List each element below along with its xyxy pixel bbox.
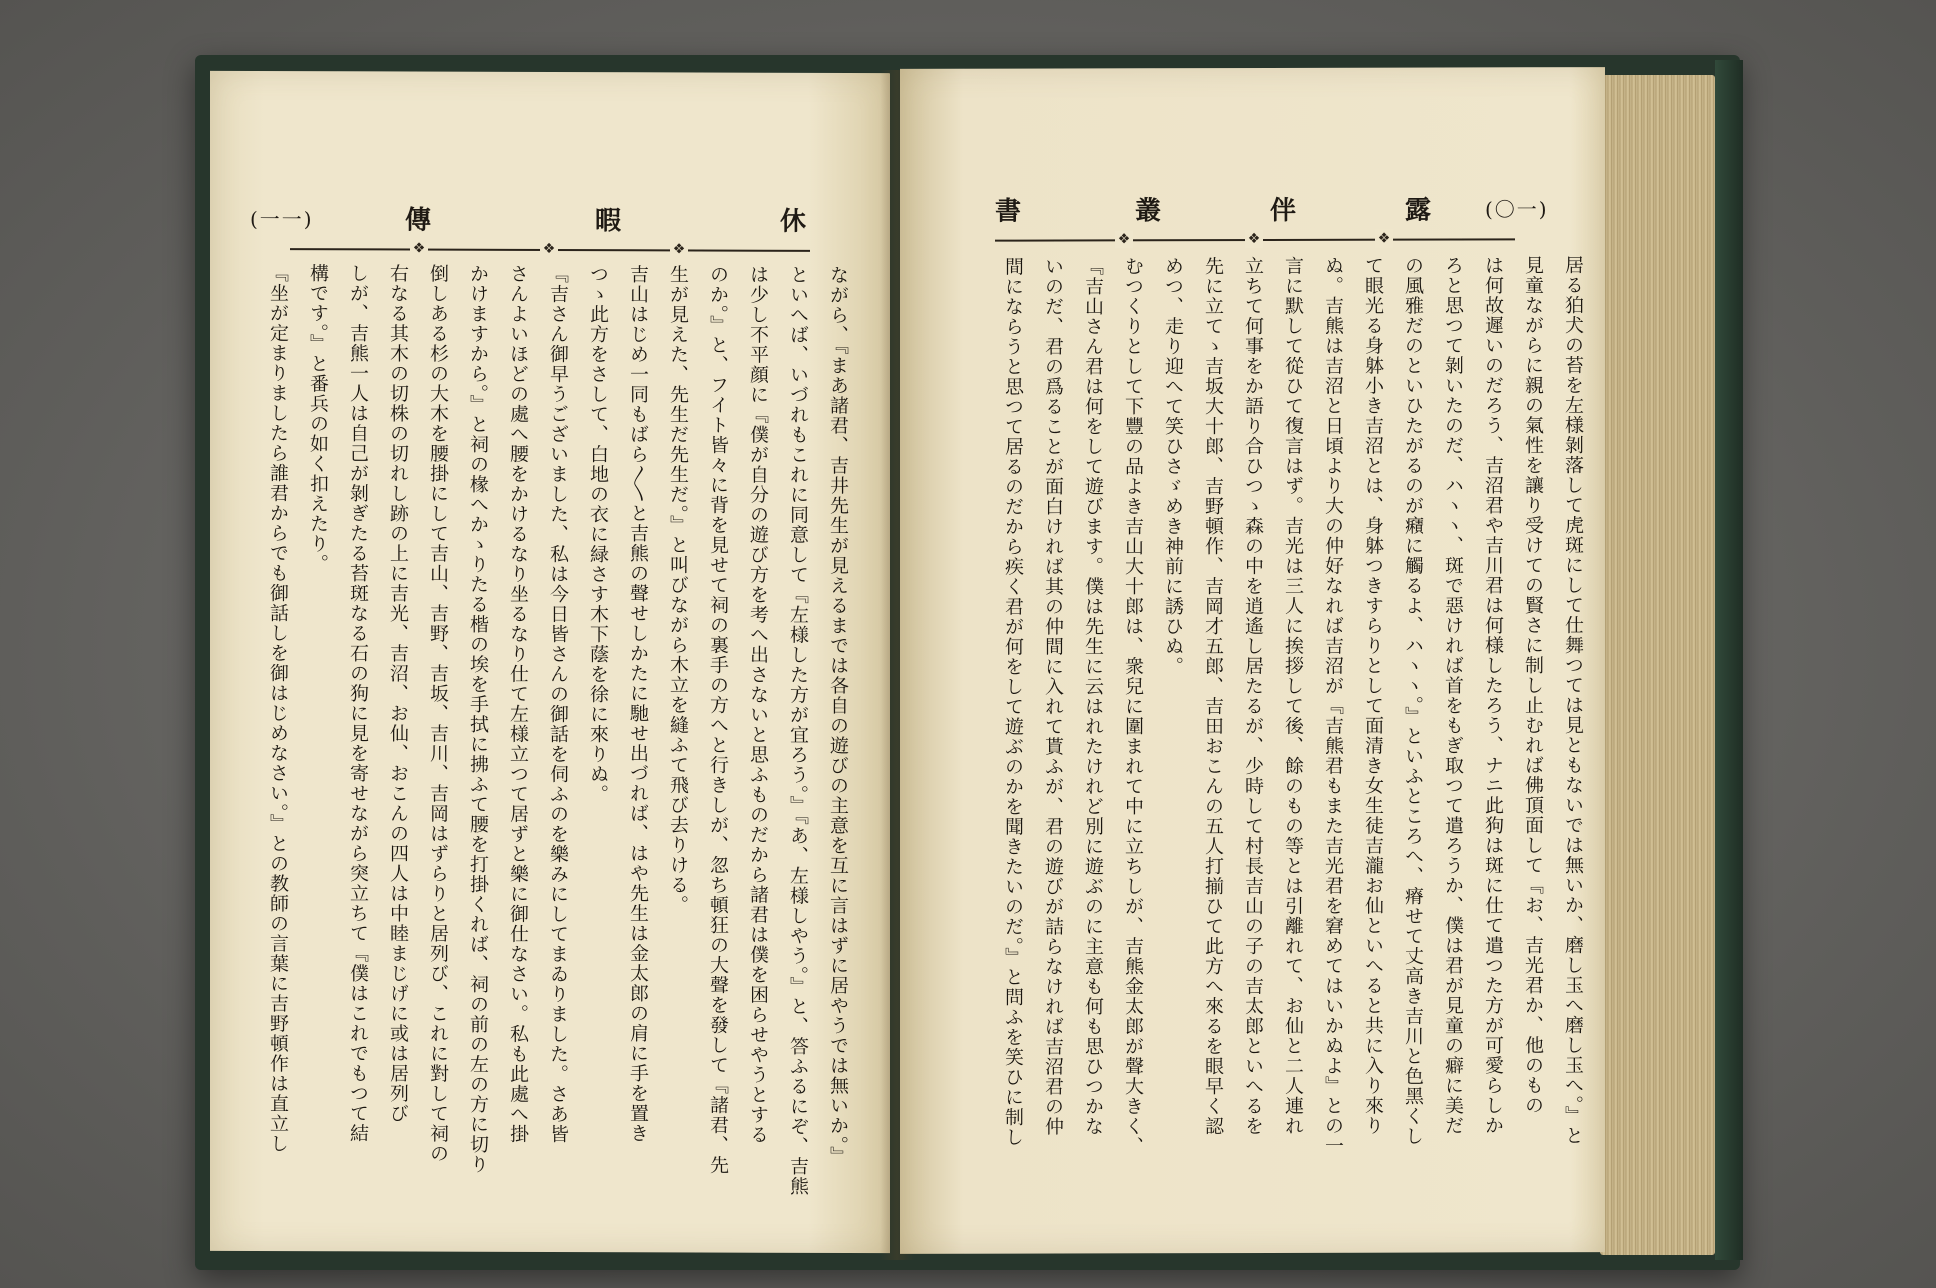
text-line: 『吉さん御早うございました、私は今日皆さんの御話を伺ふのを樂みにしてまゐりました。さあ皆 xyxy=(547,263,569,1145)
ornament-icon: ❖ xyxy=(540,240,558,258)
text-line: ながら、『まあ諸君、吉井先生が見えるまでは各自の遊びの主意を互に言はずに居やうでは無いか。』 xyxy=(827,264,849,1167)
text-line: 吉山はじめ一同もばら〳〵と吉熊の聲せしかたに馳せ出づれば、はや先生は金太郎の肩に手を置き xyxy=(627,264,649,1144)
text-line: 先に立てゝ吉坂大十郎、吉野頓作、吉岡才五郎、吉田おこんの五人打揃ひて此方へ來るを眼早く認 xyxy=(1202,256,1224,1137)
left-header-char-2: 暇 xyxy=(595,206,622,237)
right-header-rule xyxy=(995,230,1515,248)
text-line: 『吉山さん君は何をして遊びます。僕は先生に云はれたけれど別に遊ぶのに主意も何も思ひつかな xyxy=(1082,256,1104,1137)
left-header-char-1: 傳 xyxy=(405,205,432,236)
right-header-char-4: 露 xyxy=(1405,195,1432,226)
text-line: さんよいほどの處へ腰をかけるなり坐るなり仕て左様立つて居ずと樂に御仕なさい。私も此處へ掛 xyxy=(507,263,529,1144)
text-line: 間にならうと思つて居るのだから疾く君が何をして遊ぶのかを聞きたいのだ。』と問ふを笑ひに制し xyxy=(1002,256,1024,1148)
ornament-icon: ❖ xyxy=(1245,230,1263,248)
right-header-char-2: 叢 xyxy=(1135,196,1162,227)
right-text-block xyxy=(975,255,1585,1157)
text-line: いのだ、君の爲ることが面白ければ其の仲間に入れて貰ふが、君の遊びが詰らなければ吉沼君の仲 xyxy=(1042,256,1064,1137)
text-line: ぬ。吉熊は吉沼と日頃より大の仲好なれば吉沼が『吉熊君もまた吉光君を窘めてはいかぬよ』との一 xyxy=(1322,255,1344,1156)
ornament-icon: ❖ xyxy=(670,240,688,258)
ornament-icon: ❖ xyxy=(1115,230,1133,248)
text-line: しが、吉熊一人は自己が剝ぎたる苔斑なる石の狗に見を寄せながら突立ちて『僕はこれでもつて結 xyxy=(347,263,369,1144)
text-line: のか。』と、フイト皆々に背を見せて祠の裏手の方へと行きしが、忽ち頓狂の大聲を發して『諸君、先 xyxy=(707,264,729,1176)
left-header-rule xyxy=(290,240,810,258)
text-line: は何故遲いのだろう、吉沼君や吉川君は何様したろう、ナニ此狗は斑に仕て遣つた方が可愛らしか xyxy=(1482,255,1504,1136)
text-line: めつ、走り迎へて笑ひさゞめき神前に誘ひぬ。 xyxy=(1162,256,1184,677)
text-line: 生が見えた、先生だ先生だ。』と叫びながら木立を縫ふて飛び去りける。 xyxy=(667,264,689,915)
text-line: 右なる其木の切株の切れし跡の上に吉光、吉沼、お仙、おこんの四人は中睦まじげに或は居列び xyxy=(387,263,409,1124)
text-line: 立ちて何事をか語り合ひつゝ森の中を逍遙し居たるが、少時して村長吉山の子の吉太郎といへるを xyxy=(1242,255,1264,1137)
left-header-char-3: 休 xyxy=(780,206,807,237)
text-line: といへば、いづれもこれに同意して『左様した方が宜ろう。』『あ、左様しやう。』と、答ふるにぞ、吉熊 xyxy=(787,264,809,1197)
right-header-char-1: 書 xyxy=(995,196,1022,227)
text-line: 言に默して從ひて復言はず。吉光は三人に挨拶して後、餘のもの等とは引離れて、お仙と二人連れ xyxy=(1282,255,1304,1136)
text-line: 構です。』と番兵の如く扣えたり。 xyxy=(307,263,329,574)
book-board-edge xyxy=(1715,60,1743,1260)
text-line: 見童ながらに親の氣性を讓り受けての賢さに制し止むれば佛頂面して『お、吉光君か、他のもの xyxy=(1522,255,1544,1116)
left-text-block xyxy=(240,263,850,1197)
text-line: て眼光る身躰小き吉沼とは、身躰つきすらりとして面清き女生徒吉瀧お仙といへると共に入り來り xyxy=(1362,255,1384,1136)
right-running-header xyxy=(985,189,1585,231)
page-fore-edge xyxy=(1600,75,1715,1255)
text-line: ろと思つて剝いたのだ、ハヽヽ、斑で惡ければ首をもぎ取つて遣ろうか、僕は君が見童の癖に美だ xyxy=(1442,255,1464,1136)
text-line: 倒しある杉の大木を腰掛にして吉山、吉野、吉坂、吉川、吉岡はずらりと居列び、これに對して祠の xyxy=(427,263,449,1164)
text-line: は少し不平顔に『僕が自分の遊び方を考へ出さないと思ふものだから諸君は僕を困らせやうとする xyxy=(747,264,769,1145)
text-line: むつくりとして下豐の品よき吉山大十郎は、衆兒に圍まれて中に立ちしが、吉熊金太郎が聲大きく、 xyxy=(1122,256,1144,1157)
text-line: 『坐が定まりましたら誰君からでも御話しを御はじめなさい。』との教師の言葉に吉野頓作は直立し xyxy=(267,263,289,1154)
ornament-icon: ❖ xyxy=(410,240,428,258)
right-header-char-3: 伴 xyxy=(1270,195,1297,226)
right-page xyxy=(900,67,1605,1254)
text-line: つゝ此方をさして、白地の衣に緑さす木下蔭を徐に來りぬ。 xyxy=(587,264,609,805)
left-page xyxy=(210,71,890,1253)
ornament-icon: ❖ xyxy=(1375,230,1393,248)
left-running-header xyxy=(250,199,850,241)
text-line: かけますから。』と祠の椽へかゝりたる楷の埃を手拭に拂ふて腰を打掛くれば、祠の前の左の方に切り xyxy=(467,263,489,1175)
text-line: の風雅だのといひたがるのが癪に觸るよ、ハヽヽ。』といふところへ、瘠せて丈高き吉川と色黑くし xyxy=(1402,255,1424,1147)
left-page-number: (一一) xyxy=(250,206,314,232)
text-line: 居る狛犬の苔を左様剝落して虎斑にして仕舞つては見ともないでは無いか、磨し玉へ磨し玉へ。』と xyxy=(1562,255,1584,1146)
right-page-number: (〇一) xyxy=(1485,197,1549,222)
